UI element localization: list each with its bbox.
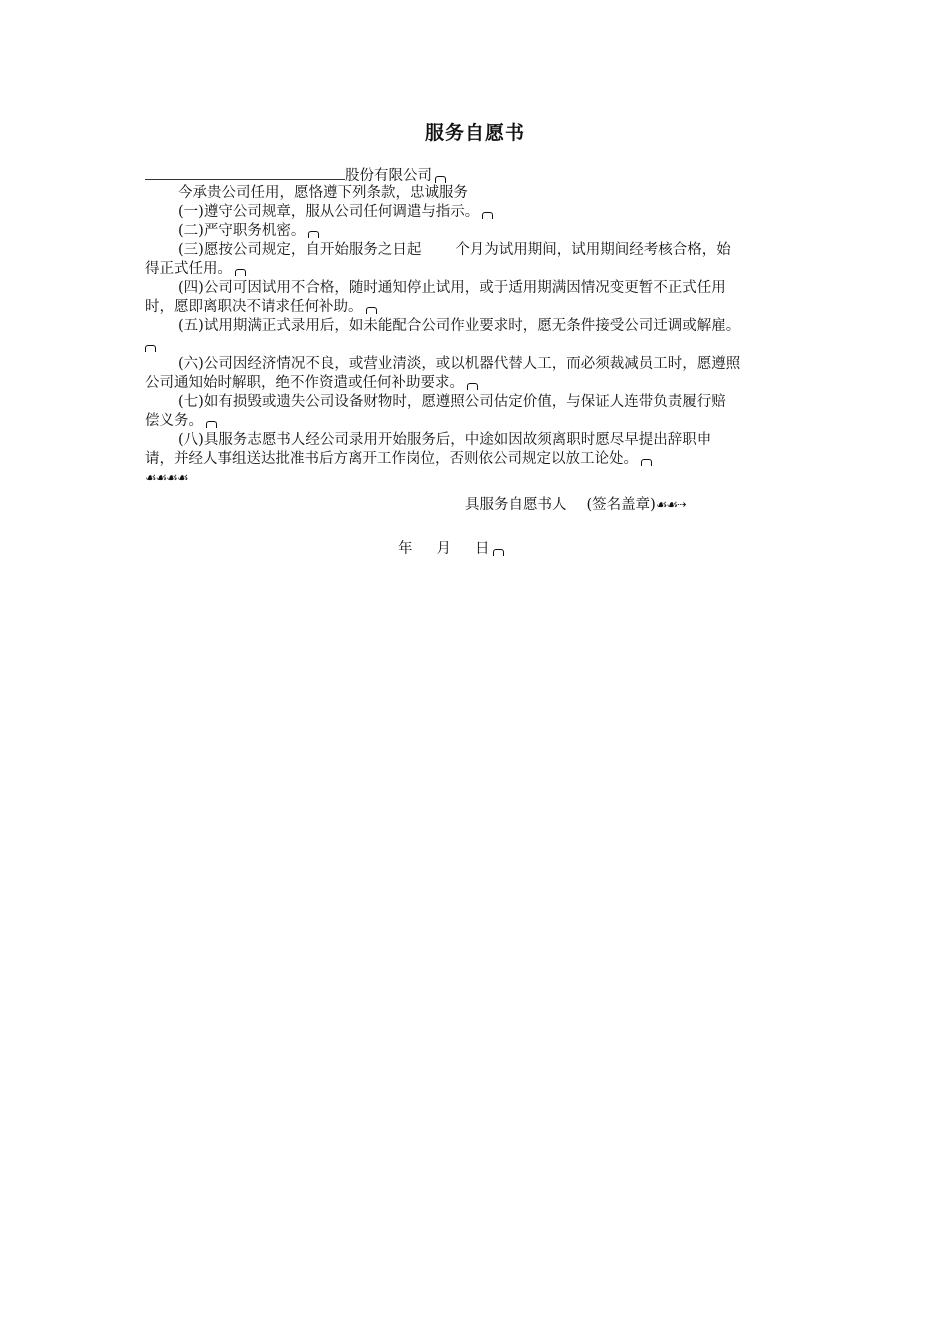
clause-6-text-a: (六)公司因经济情况不良，或营业清淡，或以机器代替人工，而必须裁减员工时，愿遵照	[178, 356, 741, 372]
company-line	[145, 165, 810, 184]
clause-7-line-1	[145, 393, 810, 412]
clause-8-text-b: 请，并经人事组送达批准书后方离开工作岗位，否则依公司规定以放工论处。	[145, 451, 638, 467]
paragraph-mark-icon	[641, 459, 652, 466]
paragraph-mark-icon	[145, 345, 156, 352]
company-suffix: 股份有限公司	[345, 168, 432, 184]
clause-6-text-b: 公司通知始时解职，绝不作资遣或任何补助要求。	[145, 375, 464, 391]
date-month: 月	[436, 541, 451, 557]
paragraph-mark-icon	[493, 549, 504, 556]
intro-text: 今承贵公司任用，愿恪遵下列条款，忠诚服务	[178, 185, 468, 201]
clause-5-text: (五)试用期满正式录用后，如未能配合公司作业要求时，愿无条件接受公司迁调或解雇。	[178, 318, 741, 334]
paragraph-mark-icon	[206, 421, 217, 428]
clause-2-text: (二)严守职务机密。	[178, 223, 306, 239]
paragraph-mark-icon	[467, 383, 478, 390]
clause-3-line-2	[145, 260, 810, 279]
clause-7-text-b: 偿义务。	[145, 413, 203, 429]
clause-8-text-a: (八)具服务志愿书人经公司录用开始服务后，中途如因故须离职时愿尽早提出辞职申	[178, 432, 712, 448]
paragraph-mark-icon	[235, 269, 246, 276]
clause-4-line-1	[145, 279, 810, 298]
document-body	[145, 165, 810, 488]
company-name-blank	[145, 165, 345, 180]
date-day: 日	[475, 541, 490, 557]
clause-3-text-c: 得正式任用。	[145, 261, 232, 277]
ornament-glyphs: ☙☙☙☙	[145, 471, 188, 486]
paragraph-mark-icon	[435, 176, 446, 183]
date-year: 年	[398, 541, 413, 557]
ornament-line	[145, 469, 810, 488]
clause-3-text-b: 个月为试用期间，试用期间经考核合格，始	[455, 242, 731, 258]
paragraph-mark-icon	[482, 212, 493, 219]
clause-3-text-a: (三)愿按公司规定，自开始服务之日起	[178, 242, 422, 258]
clause-7-text-a: (七)如有损毁或遗失公司设备财物时，愿遵照公司估定价值，与保证人连带负责履行赔	[178, 394, 726, 410]
signer-line	[465, 493, 686, 514]
clause-1	[145, 203, 810, 222]
signature-label: (签名盖章)	[586, 497, 656, 513]
paragraph-mark-icon	[366, 307, 377, 314]
clause-4-line-2	[145, 298, 810, 317]
clause-8-line-1	[145, 431, 810, 450]
clause-4-text-a: (四)公司可因试用不合格，随时通知停止试用，或于适用期满因情况变更暂不正式任用	[178, 280, 726, 296]
intro-line	[145, 184, 810, 203]
end-arrow-icon: ⇢	[677, 498, 687, 511]
clause-4-text-b: 时，愿即离职决不请求任何补助。	[145, 299, 363, 315]
clause-1-text: (一)遵守公司规章，服从公司任何调遣与指示。	[178, 204, 480, 220]
paragraph-mark-icon	[308, 231, 319, 238]
date-line	[398, 537, 504, 558]
clause-3-line-1	[145, 241, 810, 260]
ornament-glyphs-short: ☙☙	[655, 498, 678, 513]
clause-5-mark-line	[145, 336, 810, 355]
signer-label: 具服务自愿书人	[465, 497, 567, 513]
clause-6-line-1	[145, 355, 810, 374]
document-title: 服务自愿书	[424, 122, 525, 144]
clause-5	[145, 317, 810, 336]
clause-7-line-2	[145, 412, 810, 431]
clause-2	[145, 222, 810, 241]
clause-6-line-2	[145, 374, 810, 393]
clause-8-line-2	[145, 450, 810, 469]
